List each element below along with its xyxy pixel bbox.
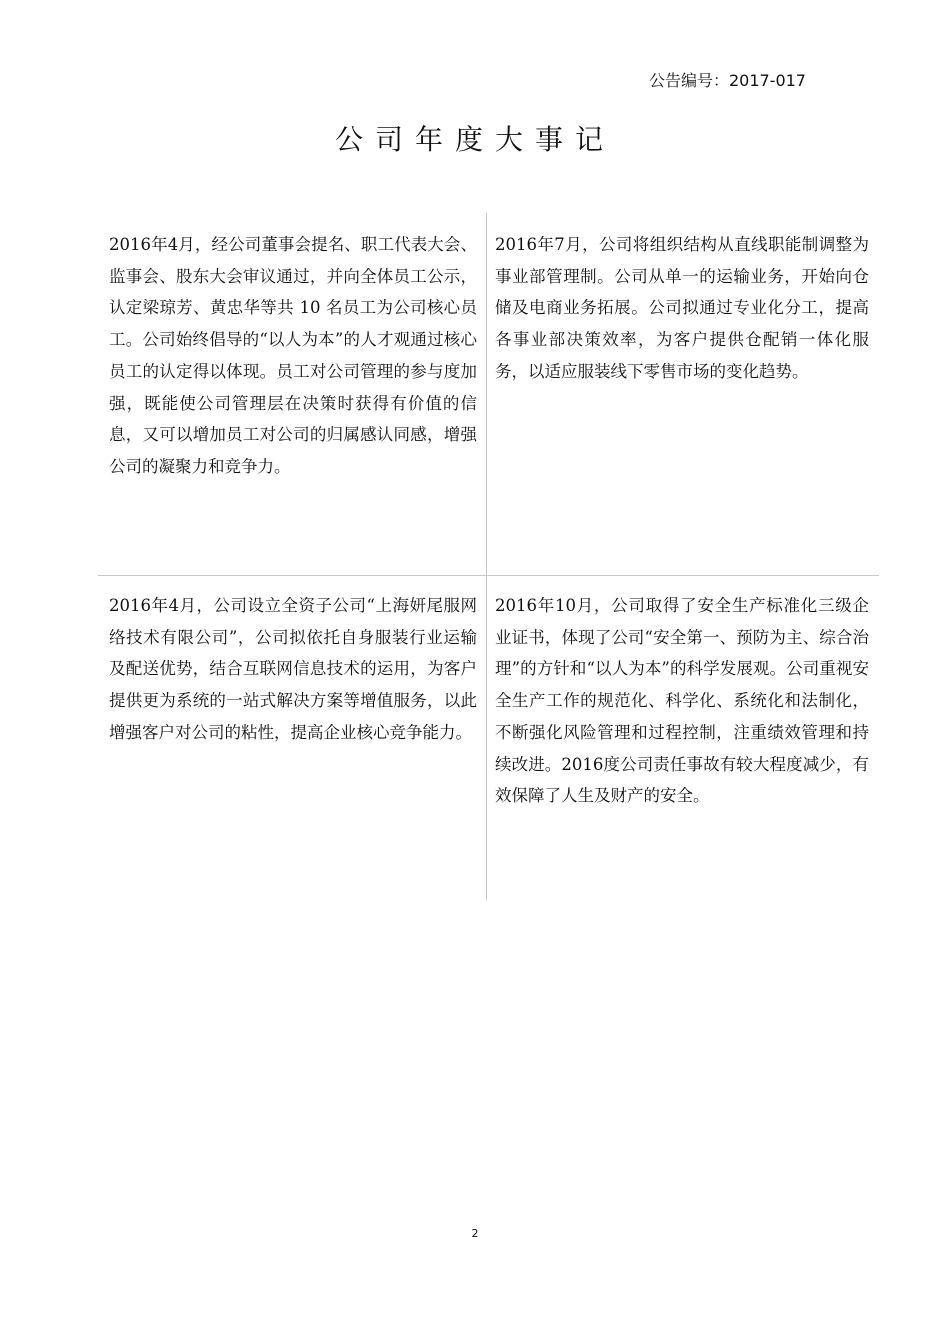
- page-number: 2: [471, 1227, 479, 1240]
- column-divider: [486, 213, 487, 900]
- event-safety-certificate: 2016年10月，公司取得了安全生产标准化三级企业证书，体现了公司“安全第一、预防为主、综合治理”的方针和“以人为本”的科学发展观。公司重视安全生产工作的规范化、科学化、系统化和法制化，不断强化风险管理和过程控制，注重绩效管理和持续改进。2016度公司责任事故有较大程度减少，有效保障了人生及财产的安全。: [495, 596, 869, 806]
- notice-number: 公告编号：2017-017: [648, 71, 806, 90]
- event-subsidiary-established: 2016年4月，公司设立全资子公司“上海妍尾服网络技术有限公司”，公司拟依托自身服装行业运输及配送优势，结合互联网信息技术的运用，为客户提供更为系统的一站式解决方案等增值服务，以此增强客户对公司的粘性，提高企业核心竞争能力。: [109, 596, 477, 742]
- row-divider: [98, 575, 879, 576]
- page-title: 公司年度大事记: [334, 123, 615, 156]
- event-core-employees: 2016年4月，经公司董事会提名、职工代表大会、监事会、股东大会审议通过，并向全体员工公示，认定梁琼芳、黄忠华等共 10 名员工为公司核心员工。公司始终倡导的“以人为本”的人才观通过核心员工的认定得以体现。员工对公司管理的参与度加强，既能使公司管理层在决策时获得有价值的信息，又可以增加员工对公司的归属感认同感，增强公司的凝聚力和竞争力。: [109, 235, 477, 476]
- event-org-restructure: 2016年7月，公司将组织结构从直线职能制调整为事业部管理制。公司从单一的运输业务，开始向仓储及电商业务拓展。公司拟通过专业化分工，提高各事业部决策效率，为客户提供仓配销一体化服务，以适应服装线下零售市场的变化趋势。: [495, 235, 869, 381]
- events-grid: [98, 213, 879, 900]
